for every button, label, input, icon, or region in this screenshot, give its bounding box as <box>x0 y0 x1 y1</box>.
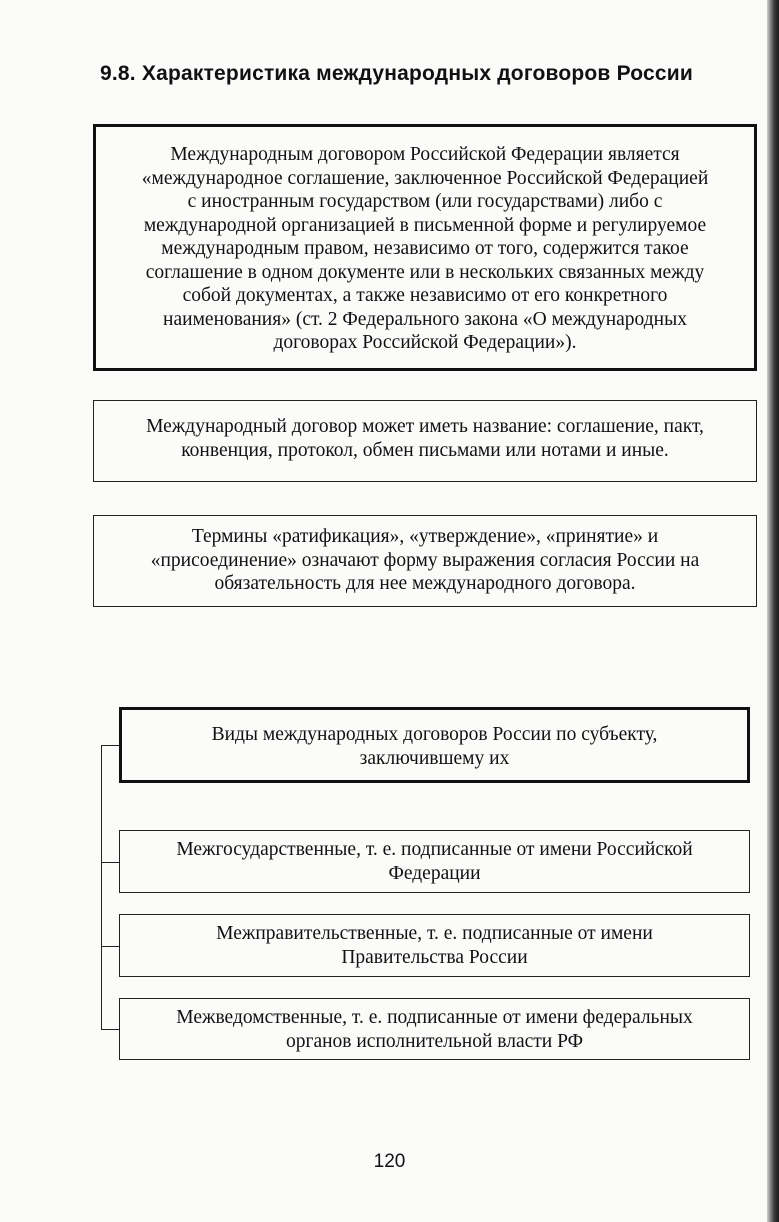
definition-line: наименования» (ст. 2 Федерального закона «О международных <box>163 308 687 330</box>
treaty-type-line: Федерации <box>388 862 481 884</box>
definition-line: международным правом, независимо от того, содержится такое <box>161 238 689 259</box>
definition-line: собой документах, а также независимо от его конкретного <box>182 285 668 306</box>
treaty-names-box <box>93 400 757 482</box>
treaty-type-line: Межгосударственные, т. е. подписанные от имени Российской <box>176 839 693 860</box>
definition-line: с иностранным государством (или государствами) либо с <box>187 191 663 212</box>
treaty-type-line: Межведомственные, т. е. подписанные от имени федеральных <box>176 1007 693 1028</box>
terms-box <box>93 515 757 607</box>
tree-connector-branch <box>101 946 119 947</box>
tree-connector-branch <box>101 745 119 746</box>
terms-line: Термины «ратификация», «утверждение», «принятие» и <box>191 526 659 547</box>
tree-connector-branch <box>101 862 119 863</box>
terms-line: обязательность для нее международного договора. <box>214 573 636 594</box>
definition-line: международной организацией в письменной форме и регулируемое <box>143 214 707 236</box>
definition-line: «международное соглашение, заключенное Российской Федерацией <box>141 167 709 189</box>
tree-connector-vertical <box>101 745 102 1030</box>
definition-line: соглашение в одном документе или в нескольких связанных между <box>145 261 705 283</box>
treaty-type-line: органов исполнительной власти РФ <box>285 1030 584 1052</box>
treaty-types-header-line: Виды международных договоров России по субъекту, <box>211 724 658 745</box>
treaty-names-line: Международный договор может иметь название: соглашение, пакт, <box>146 416 704 437</box>
treaty-types-header-box <box>119 707 750 783</box>
page-number: 120 <box>373 1151 406 1172</box>
treaty-type-line: Правительства России <box>341 946 528 968</box>
treaty-type-intergovernmental-box <box>119 914 750 977</box>
tree-connector-branch <box>101 1029 119 1030</box>
treaty-type-interagency-box <box>119 998 750 1060</box>
page-edge-shadow <box>767 0 779 1222</box>
definition-line: договорах Российской Федерации»). <box>273 332 577 353</box>
section-title: 9.8. Характеристика международных договоров России <box>100 62 693 85</box>
terms-line: «присоединение» означают форму выражения согласия России на <box>150 549 700 571</box>
definition-box <box>93 124 757 371</box>
treaty-names-line: конвенция, протокол, обмен письмами или нотами и иные. <box>181 439 669 461</box>
treaty-type-line: Межправительственные, т. е. подписанные от имени <box>216 923 653 944</box>
definition-line: Международным договором Российской Федерации является <box>170 144 680 165</box>
treaty-type-interstate-box <box>119 830 750 893</box>
treaty-types-header-line: заключившему их <box>359 747 510 769</box>
